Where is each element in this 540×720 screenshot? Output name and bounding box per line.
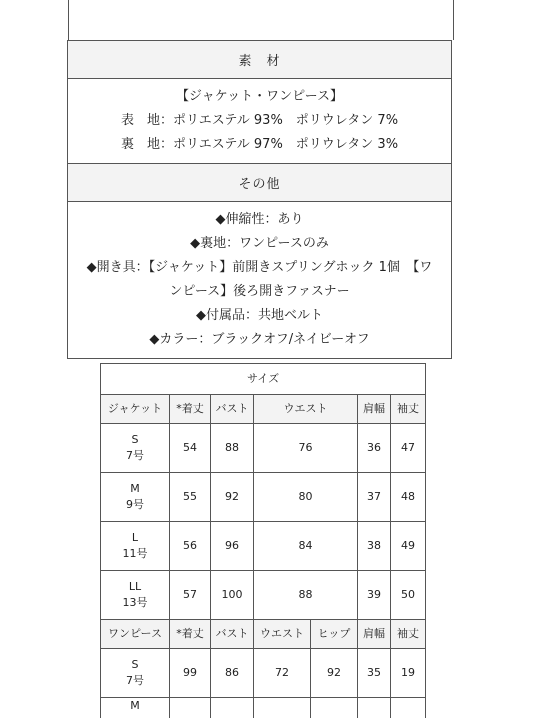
col-header: 袖丈 [391, 620, 426, 649]
col-header: ワンピース [101, 620, 170, 649]
shoulder-cell: 39 [358, 571, 391, 620]
other-body [68, 202, 452, 359]
col-header: ジャケット [101, 395, 170, 424]
size-cell: M [101, 698, 170, 719]
length-cell: 55 [170, 473, 211, 522]
top-frame [68, 0, 454, 40]
table-row [101, 571, 426, 620]
length-cell: 54 [170, 424, 211, 473]
table-row [101, 649, 426, 698]
hip-cell: 92 [311, 649, 358, 698]
size-cell: S 7号 [101, 424, 170, 473]
waist-cell: 80 [254, 473, 358, 522]
size-cell: M 9号 [101, 473, 170, 522]
col-header: ウエスト [254, 395, 358, 424]
other-header: その他 [68, 164, 452, 202]
length-cell: 99 [170, 649, 211, 698]
size-table [100, 363, 426, 718]
size-cell: LL 13号 [101, 571, 170, 620]
col-header: *着丈 [170, 395, 211, 424]
table-row [101, 522, 426, 571]
bust-cell: 92 [211, 473, 254, 522]
materials-body [68, 79, 452, 164]
materials-line: 裏 地：ポリエステル 97% ポリウレタン 3% [120, 137, 399, 152]
col-header: バスト [211, 620, 254, 649]
other-line: ンピース】後ろ開きファスナー [169, 284, 350, 299]
waist-cell: 76 [254, 424, 358, 473]
table-row [101, 473, 426, 522]
sleeve-cell: 19 [391, 649, 426, 698]
col-header: 袖丈 [391, 395, 426, 424]
other-line: ◆裏地：ワンピースのみ [190, 236, 329, 251]
col-header: *着丈 [170, 620, 211, 649]
other-line: ◆付属品：共地ベルト [196, 308, 323, 323]
bust-cell: 86 [211, 649, 254, 698]
jacket-header-row [101, 395, 426, 424]
waist-cell: 88 [254, 571, 358, 620]
length-cell: 56 [170, 522, 211, 571]
sleeve-cell: 48 [391, 473, 426, 522]
bust-cell: 88 [211, 424, 254, 473]
waist-cell: 72 [254, 649, 311, 698]
other-line: ◆開き具：【ジャケット】前開きスプリングホック 1個 【ワ [86, 260, 433, 275]
length-cell: 57 [170, 571, 211, 620]
col-header: ヒップ [311, 620, 358, 649]
size-cell: S 7号 [101, 649, 170, 698]
other-line: ◆伸縮性：あり [215, 212, 304, 227]
bust-cell: 100 [211, 571, 254, 620]
materials-line: 【ジャケット・ワンピース】 [176, 89, 343, 104]
shoulder-cell: 38 [358, 522, 391, 571]
materials-line: 表 地：ポリエステル 93% ポリウレタン 7% [120, 113, 399, 128]
sleeve-cell: 47 [391, 424, 426, 473]
materials-header: 素 材 [68, 41, 452, 79]
table-row [101, 424, 426, 473]
size-cell: L 11号 [101, 522, 170, 571]
shoulder-cell: 37 [358, 473, 391, 522]
dress-header-row [101, 620, 426, 649]
col-header: 肩幅 [358, 620, 391, 649]
sleeve-cell: 49 [391, 522, 426, 571]
bust-cell: 96 [211, 522, 254, 571]
info-table [67, 40, 452, 359]
sleeve-cell: 50 [391, 571, 426, 620]
col-header: 肩幅 [358, 395, 391, 424]
shoulder-cell: 36 [358, 424, 391, 473]
col-header: バスト [211, 395, 254, 424]
waist-cell: 84 [254, 522, 358, 571]
shoulder-cell: 35 [358, 649, 391, 698]
other-line: ◆カラー：ブラックオフ/ネイビーオフ [149, 332, 370, 347]
size-table-title: サイズ [101, 364, 426, 395]
table-row-partial [101, 698, 426, 719]
col-header: ウエスト [254, 620, 311, 649]
